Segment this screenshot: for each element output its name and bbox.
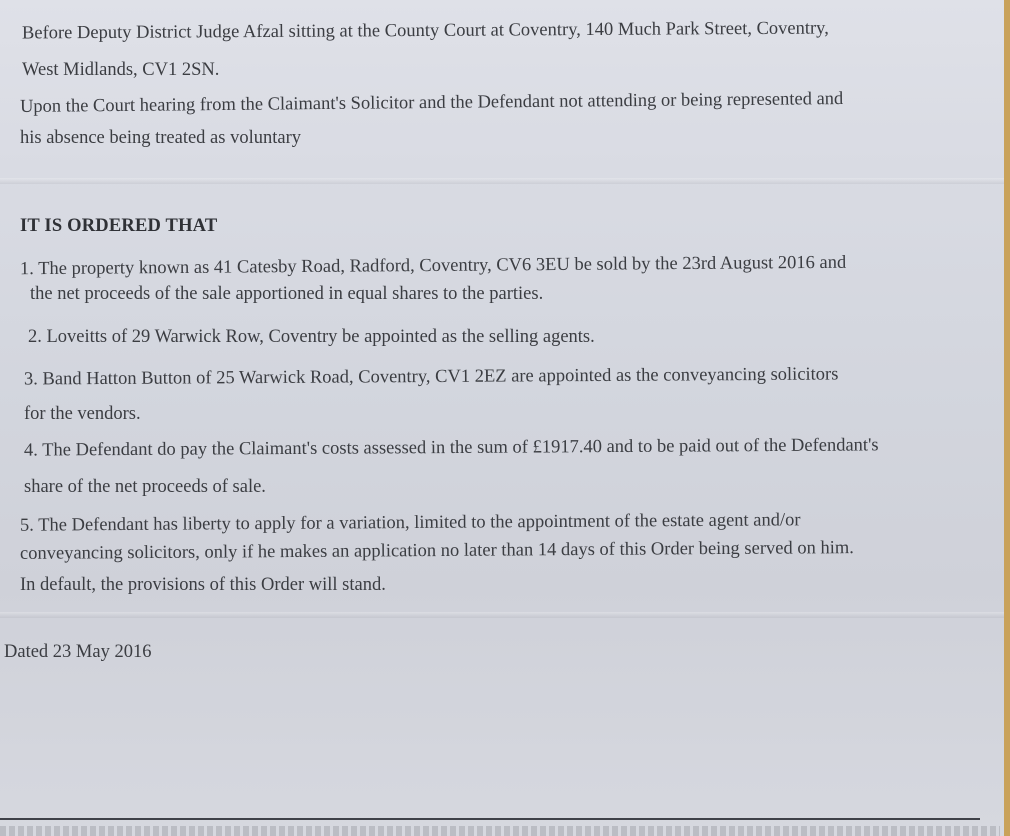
order-heading: IT IS ORDERED THAT bbox=[20, 216, 218, 236]
preamble-line-2: West Midlands, CV1 2SN. bbox=[22, 60, 220, 80]
hearing-line-2: his absence being treated as voluntary bbox=[20, 128, 301, 148]
order-1-line-1: 1. The property known as 41 Catesby Road, Radford, Coventry, CV6 3EU be sold by the 23rd August 2016 and bbox=[19, 252, 847, 280]
footer-cropped-text bbox=[0, 826, 1000, 836]
paper-fold bbox=[0, 612, 1004, 618]
order-2-line-1: 2. Loveitts of 29 Warwick Row, Coventry be appointed as the selling agents. bbox=[28, 327, 595, 347]
order-3-line-1: 3. Band Hatton Button of 25 Warwick Road, Coventry, CV1 2EZ are appointed as the conveyancing solicitors bbox=[23, 364, 839, 390]
paper-fold bbox=[0, 178, 1004, 184]
order-3-line-2: for the vendors. bbox=[24, 404, 141, 424]
dated-line: Dated 23 May 2016 bbox=[4, 642, 152, 662]
order-1-line-2: the net proceeds of the sale apportioned in equal shares to the parties. bbox=[30, 284, 544, 304]
hearing-line-1: Upon the Court hearing from the Claimant's Solicitor and the Defendant not attending or being represented and bbox=[19, 89, 844, 117]
footer-rule bbox=[0, 818, 980, 820]
order-5-line-2: conveyancing solicitors, only if he makes an application no later than 14 days of this Order being served on him. bbox=[19, 538, 854, 564]
order-5-line-1: 5. The Defendant has liberty to apply for a variation, limited to the appointment of the estate agent and/or bbox=[19, 510, 801, 536]
order-4-line-1: 4. The Defendant do pay the Claimant's costs assessed in the sum of £1917.40 and to be paid out of the Defendant's bbox=[23, 435, 879, 461]
order-5-line-3: In default, the provisions of this Order will stand. bbox=[20, 575, 386, 595]
order-4-line-2: share of the net proceeds of sale. bbox=[24, 477, 266, 497]
preamble-line-1: Before Deputy District Judge Afzal sitting at the County Court at Coventry, 140 Much Park Street, Coventry, bbox=[21, 18, 829, 44]
